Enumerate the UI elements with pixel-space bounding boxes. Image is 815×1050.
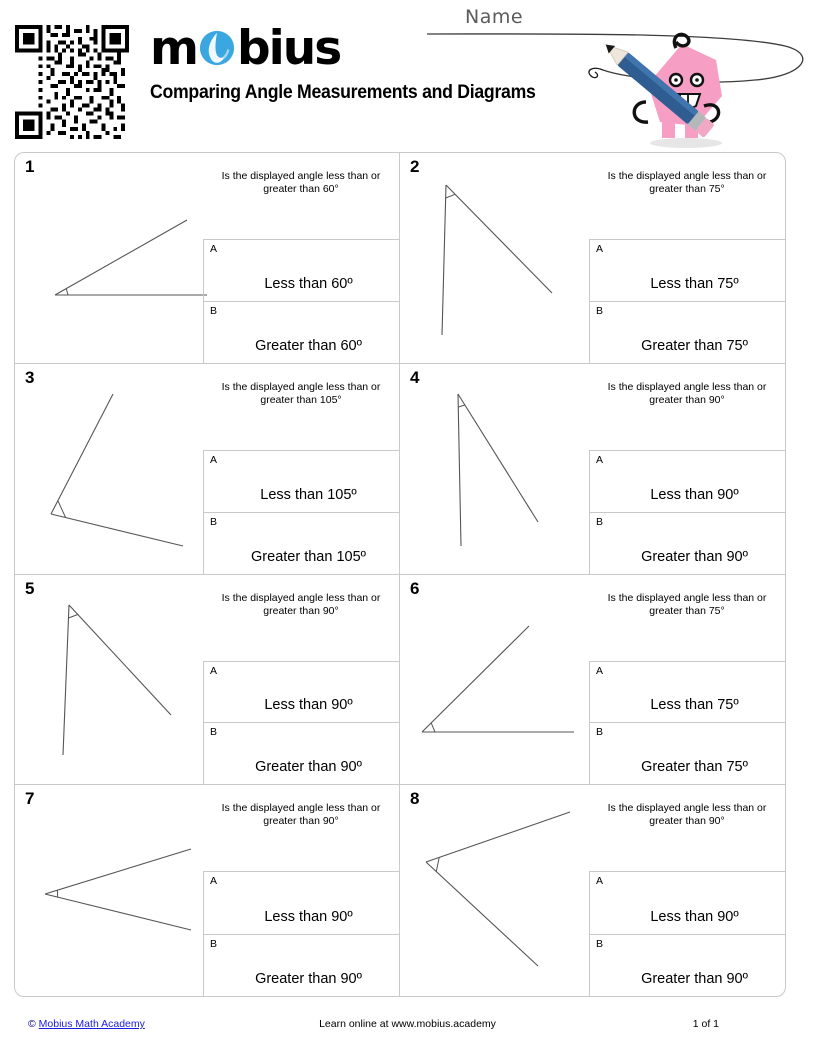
mobius-swirl-icon: [198, 29, 236, 67]
question-prompt: Is the displayed angle less than or greater than 75°: [607, 170, 767, 195]
angle-ray-1: [442, 185, 446, 335]
question-panel: [589, 785, 785, 996]
answer-text: Less than 60º: [264, 275, 353, 292]
name-label: Name: [465, 6, 524, 28]
angle-diagram: [15, 364, 211, 574]
angle-arc-marker: [66, 289, 68, 295]
question-number: 1: [25, 157, 35, 176]
page-header: [0, 0, 815, 148]
answer-option[interactable]: [589, 512, 785, 574]
angle-ray-2: [458, 394, 538, 522]
angle-arc-marker: [458, 405, 465, 407]
answer-letter: A: [210, 875, 218, 888]
name-field-area: [425, 2, 815, 148]
angle-ray-2: [45, 894, 191, 930]
angle-arc-marker: [436, 858, 439, 872]
brand-wordmark-bius: bius: [236, 20, 341, 76]
question-number: 4: [410, 367, 420, 387]
answer-text: Greater than 75º: [641, 759, 748, 776]
question-prompt: Is the displayed angle less than or greater than 75°: [607, 591, 767, 617]
question-prompt: Is the displayed angle less than or greater than 90°: [607, 802, 767, 828]
answer-text: Less than 75º: [650, 275, 739, 292]
angle-diagram: [400, 153, 596, 363]
answer-option[interactable]: [203, 450, 399, 512]
worksheet-grid: [14, 152, 786, 997]
question-cell: [400, 575, 785, 786]
question-number: 5: [25, 578, 35, 598]
answer-letter: B: [210, 937, 218, 950]
angle-diagram: [15, 785, 211, 996]
question-cell: [400, 364, 785, 575]
question-number: 3: [25, 367, 35, 387]
angle-ray-1: [51, 394, 113, 514]
qr-code-icon[interactable]: [15, 25, 129, 139]
question-cell: [15, 153, 400, 364]
learn-online-text: Learn online at www.mobius.academy: [319, 1018, 496, 1030]
answer-option[interactable]: [589, 871, 785, 933]
academy-link[interactable]: Mobius Math Academy: [38, 1018, 145, 1030]
answer-letter: B: [596, 726, 604, 739]
question-panel: [589, 575, 785, 785]
angle-ray-2: [422, 626, 529, 732]
question-prompt: Is the displayed angle less than or greater than 90°: [607, 380, 767, 406]
question-cell: [400, 785, 785, 996]
answer-option[interactable]: [203, 661, 399, 723]
answer-letter: A: [210, 453, 218, 466]
question-number: 7: [25, 789, 35, 809]
question-cell: [400, 153, 785, 364]
question-panel: [589, 153, 785, 363]
answer-option[interactable]: [589, 722, 785, 784]
angle-arc-marker: [446, 194, 455, 198]
answer-text: Less than 90º: [264, 908, 353, 925]
answer-option[interactable]: [203, 239, 399, 301]
answer-text: Greater than 60º: [255, 337, 362, 354]
question-grid: [15, 153, 785, 996]
question-panel: [589, 364, 785, 574]
answer-letter: B: [210, 304, 218, 317]
angle-ray-2: [51, 514, 183, 546]
answer-text: Less than 90º: [650, 486, 739, 503]
answer-text: Less than 90º: [264, 697, 353, 714]
answer-text: Greater than 90º: [255, 971, 362, 987]
angle-ray-2: [446, 185, 552, 293]
question-prompt: Is the displayed angle less than or greater than 90°: [221, 802, 381, 828]
question-prompt: Is the displayed angle less than or greater than 105°: [221, 380, 381, 406]
angle-ray-1: [426, 812, 570, 862]
answer-option[interactable]: [203, 871, 399, 933]
answer-letter: A: [210, 243, 218, 255]
angle-ray-1: [458, 394, 461, 546]
question-number: 6: [410, 578, 420, 598]
question-number: 8: [410, 789, 420, 809]
angle-diagram: [400, 575, 596, 785]
question-number: 2: [410, 157, 420, 176]
angle-ray-1: [63, 605, 69, 755]
question-cell: [15, 575, 400, 786]
angle-arc-marker: [431, 722, 435, 731]
angle-diagram: [15, 575, 211, 785]
answer-text: Greater than 90º: [255, 759, 362, 776]
angle-arc-marker: [58, 500, 66, 517]
angle-ray-2: [55, 220, 187, 295]
answer-letter: A: [210, 664, 218, 677]
answer-letter: B: [596, 304, 604, 317]
answer-text: Greater than 90º: [641, 971, 748, 987]
question-panel: [203, 153, 399, 363]
answer-option[interactable]: [203, 722, 399, 784]
answer-option[interactable]: [589, 301, 785, 363]
page-title: Comparing Angle Measurements and Diagrams: [150, 82, 536, 103]
page-footer: [0, 1018, 815, 1040]
copyright-symbol: ©: [28, 1018, 36, 1030]
answer-letter: B: [596, 515, 604, 528]
brand-wordmark: [150, 20, 341, 76]
answer-letter: B: [210, 515, 218, 528]
answer-option[interactable]: [203, 512, 399, 574]
answer-text: Less than 105º: [260, 486, 357, 503]
angle-diagram: [15, 153, 211, 363]
question-panel: [203, 785, 399, 996]
question-panel: [203, 575, 399, 785]
answer-text: Greater than 105º: [251, 548, 366, 565]
question-cell: [15, 364, 400, 575]
answer-option[interactable]: [203, 301, 399, 363]
page-indicator: 1 of 1: [692, 1018, 719, 1030]
answer-option[interactable]: [589, 239, 785, 301]
angle-arc-marker: [69, 614, 78, 618]
angle-ray-2: [69, 605, 171, 715]
angle-ray-2: [426, 862, 538, 966]
answer-option[interactable]: [589, 450, 785, 512]
mascot-character-with-pencil: [600, 30, 770, 150]
answer-letter: A: [596, 875, 604, 888]
question-panel: [203, 364, 399, 574]
answer-text: Less than 90º: [650, 908, 739, 925]
answer-text: Less than 75º: [650, 697, 739, 714]
answer-letter: A: [596, 453, 604, 466]
answer-letter: B: [596, 937, 604, 950]
answer-letter: A: [596, 243, 604, 255]
question-prompt: Is the displayed angle less than or greater than 60°: [221, 170, 381, 195]
angle-diagram: [400, 785, 596, 996]
angle-ray-1: [45, 849, 191, 894]
answer-option[interactable]: [589, 661, 785, 723]
answer-letter: B: [210, 726, 218, 739]
answer-option[interactable]: [589, 934, 785, 996]
answer-text: Greater than 75º: [641, 337, 748, 354]
brand-wordmark-m: m: [150, 20, 197, 76]
answer-option[interactable]: [203, 934, 399, 996]
answer-letter: A: [596, 664, 604, 677]
angle-diagram: [400, 364, 596, 574]
question-prompt: Is the displayed angle less than or greater than 90°: [221, 591, 381, 617]
answer-text: Greater than 90º: [641, 548, 748, 565]
question-cell: [15, 785, 400, 996]
